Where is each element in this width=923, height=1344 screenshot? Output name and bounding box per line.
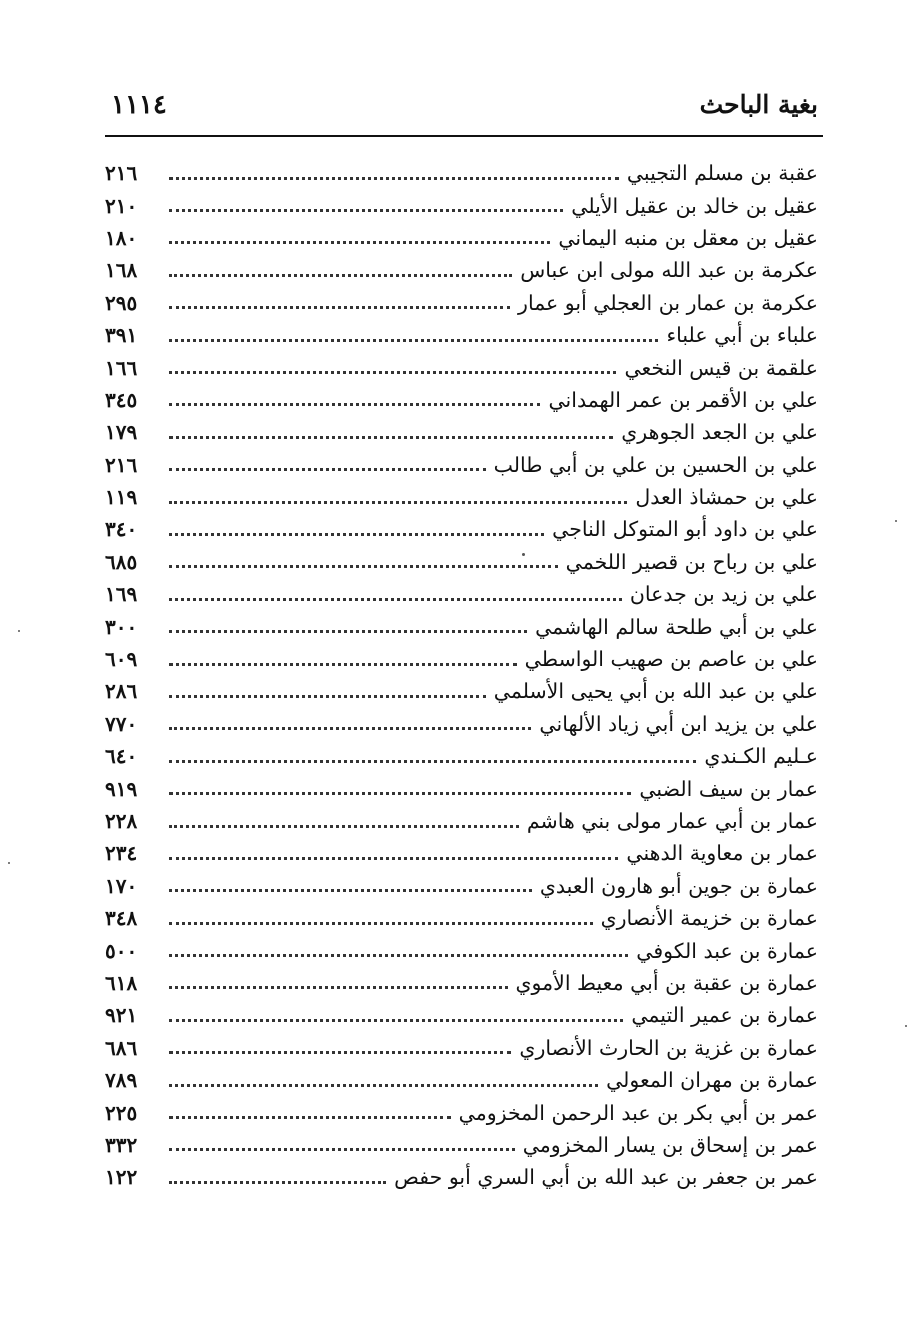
dot-leader <box>169 274 512 277</box>
dot-leader <box>169 1116 451 1119</box>
index-entry <box>105 189 818 221</box>
entry-name: عقيل بن خالد بن عقيل الأيلي <box>571 193 818 218</box>
entry-page-number: ٢٩٥ <box>105 290 138 315</box>
page-number: ١١١٤ <box>111 90 167 120</box>
index-entry <box>105 805 818 837</box>
entry-page-number: ٩٢١ <box>105 1003 138 1028</box>
entry-name: علي بن زيد بن جدعان <box>629 582 818 607</box>
entry-page-number: ٣٤٨ <box>105 906 138 931</box>
entry-name: عكرمة بن عبد الله مولى ابن عباس <box>520 258 818 283</box>
entry-name: عمار بن أبي عمار مولى بني هاشم <box>526 809 818 833</box>
entry-page-number: ١٦٩ <box>105 582 138 607</box>
entry-name: عمارة بن خزيمة الأنصاري <box>600 906 818 931</box>
entry-name: عقيل بن معقل بن منبه اليماني <box>558 225 818 250</box>
entry-name: عـليم الكـندي <box>704 744 818 769</box>
entry-page-number: ٦٨٦ <box>105 1035 138 1060</box>
index-entry <box>105 546 818 578</box>
entry-name: علي بن الجعد الجوهري <box>621 420 818 445</box>
entry-page-number: ٧٨٩ <box>105 1068 138 1093</box>
entry-name: عمارة بن جوين أبو هارون العبدي <box>539 873 818 898</box>
entry-name: عقبة بن مسلم التجيبي <box>626 161 818 186</box>
entry-page-number: ٣٤٠ <box>105 517 138 542</box>
dot-leader <box>169 922 593 925</box>
entry-page-number: ١٢٢ <box>105 1165 138 1190</box>
dot-leader <box>169 630 527 633</box>
entry-name: عمر بن أبي بكر بن عبد الرحمن المخزومي <box>458 1100 818 1125</box>
entry-name: علباء بن أبي علباء <box>666 323 818 348</box>
entry-name: علي بن داود أبو المتوكل الناجي <box>552 517 818 542</box>
entry-name: علي بن رباح بن قصير اللخمي <box>565 549 818 574</box>
entry-name: عمارة بن مهران المعولي <box>606 1068 818 1093</box>
entry-page-number: ٢١٦ <box>105 161 138 186</box>
entry-page-number: ٦٨٥ <box>105 549 138 574</box>
book-title: بغية الباحث <box>699 90 818 119</box>
index-entry <box>105 740 818 772</box>
entry-name: علي بن عاصم بن صهيب الواسطي <box>524 647 818 672</box>
entry-page-number: ١٦٨ <box>105 258 138 283</box>
entry-name: علقمة بن قيس النخعي <box>624 355 818 380</box>
entry-page-number: ٦١٨ <box>105 970 138 995</box>
entry-page-number: ٩١٩ <box>105 776 138 801</box>
page-header <box>105 88 818 128</box>
entry-page-number: ٢٢٨ <box>105 809 138 833</box>
scan-speck <box>18 630 20 632</box>
entry-name: عمر بن إسحاق بن يسار المخزومي <box>522 1132 818 1157</box>
index-entry <box>105 1161 818 1193</box>
dot-leader <box>169 533 544 536</box>
dot-leader <box>169 209 563 212</box>
index-entry <box>105 708 818 740</box>
scan-speck <box>905 1025 907 1027</box>
index-entry <box>105 254 818 286</box>
index-entry <box>105 967 818 999</box>
header-rule <box>105 135 823 137</box>
index-entry <box>105 578 818 610</box>
entry-name: عمر بن جعفر بن عبد الله بن أبي السري أبو حفص <box>394 1165 818 1190</box>
entry-page-number: ٣٠٠ <box>105 614 138 639</box>
dot-leader <box>169 306 510 309</box>
entry-name: عمار بن سيف الضبي <box>639 776 818 801</box>
dot-leader <box>169 403 540 406</box>
dot-leader <box>169 857 618 860</box>
index-entry <box>105 416 818 448</box>
dot-leader <box>169 468 486 471</box>
entry-name: علي بن الأقمر بن عمر الهمداني <box>548 387 818 412</box>
entry-name: علي بن يزيد ابن أبي زياد الألهاني <box>539 711 818 736</box>
entry-page-number: ٦٤٠ <box>105 744 138 769</box>
dot-leader <box>169 1051 511 1054</box>
index-entry <box>105 351 818 383</box>
index-entry <box>105 1032 818 1064</box>
entry-page-number: ١١٩ <box>105 485 138 510</box>
index-entry <box>105 1129 818 1161</box>
index-entry <box>105 675 818 707</box>
index-entry <box>105 319 818 351</box>
entry-page-number: ٢٣٤ <box>105 841 138 866</box>
index-entry <box>105 157 818 189</box>
entry-page-number: ٣٣٢ <box>105 1132 138 1157</box>
index-list <box>105 157 818 1217</box>
entry-page-number: ٣٩١ <box>105 323 138 348</box>
index-entry <box>105 222 818 254</box>
entry-name: عكرمة بن عمار بن العجلي أبو عمار <box>518 290 818 315</box>
index-entry <box>105 449 818 481</box>
entry-name: علي بن الحسين بن علي بن أبي طالب <box>493 452 818 477</box>
entry-page-number: ٣٤٥ <box>105 387 138 412</box>
entry-name: علي بن أبي طلحة سالم الهاشمي <box>535 614 818 639</box>
index-entry <box>105 999 818 1031</box>
dot-leader <box>169 598 622 601</box>
index-entry <box>105 934 818 966</box>
dot-leader <box>169 1148 515 1151</box>
entry-page-number: ٢٨٦ <box>105 679 138 704</box>
index-entry <box>105 772 818 804</box>
entry-name: علي بن عبد الله بن أبي يحيى الأسلمي <box>493 679 818 704</box>
entry-page-number: ١٦٦ <box>105 355 138 380</box>
dot-leader <box>169 177 619 180</box>
dot-leader <box>169 371 616 374</box>
dot-leader <box>169 339 658 342</box>
dot-leader <box>169 695 486 698</box>
entry-page-number: ١٨٠ <box>105 225 138 250</box>
entry-page-number: ٢٢٥ <box>105 1100 138 1125</box>
dot-leader <box>169 727 531 730</box>
dot-leader <box>169 825 519 828</box>
dot-leader <box>169 241 550 244</box>
entry-page-number: ١٧٠ <box>105 873 138 898</box>
entry-page-number: ٦٠٩ <box>105 647 138 672</box>
index-entry <box>105 610 818 642</box>
entry-name: عمارة بن عمير التيمي <box>631 1003 818 1028</box>
dot-leader <box>169 1084 598 1087</box>
dot-leader <box>169 954 628 957</box>
index-entry <box>105 1096 818 1128</box>
dot-leader <box>169 889 532 892</box>
dot-leader <box>169 565 558 568</box>
dot-leader <box>169 663 517 666</box>
scan-speck <box>8 862 10 864</box>
dot-leader <box>169 1181 386 1184</box>
entry-name: عمارة بن عقبة بن أبي معيط الأموي <box>515 970 818 995</box>
index-entry <box>105 902 818 934</box>
entry-name: عمارة بن عبد الكوفي <box>636 938 818 963</box>
index-entry <box>105 481 818 513</box>
index-entry <box>105 1064 818 1096</box>
entry-page-number: ٢١٠ <box>105 193 138 218</box>
index-entry <box>105 513 818 545</box>
dot-leader <box>169 760 696 763</box>
entry-page-number: ٥٠٠ <box>105 938 138 963</box>
entry-name: عمارة بن غزية بن الحارث الأنصاري <box>519 1035 818 1060</box>
dot-leader <box>169 436 613 439</box>
dot-leader <box>169 986 508 989</box>
entry-name: علي بن حمشاذ العدل <box>635 485 818 510</box>
dot-leader <box>169 501 627 504</box>
index-entry <box>105 837 818 869</box>
index-entry <box>105 384 818 416</box>
index-entry <box>105 870 818 902</box>
dot-leader <box>169 792 631 795</box>
entry-page-number: ٧٧٠ <box>105 711 138 736</box>
index-entry <box>105 643 818 675</box>
index-entry <box>105 287 818 319</box>
dot-leader <box>169 1019 623 1022</box>
entry-page-number: ١٧٩ <box>105 420 138 445</box>
scan-speck <box>522 553 525 556</box>
entry-name: عمار بن معاوية الدهني <box>626 841 818 866</box>
scan-speck <box>895 520 897 522</box>
entry-page-number: ٢١٦ <box>105 452 138 477</box>
